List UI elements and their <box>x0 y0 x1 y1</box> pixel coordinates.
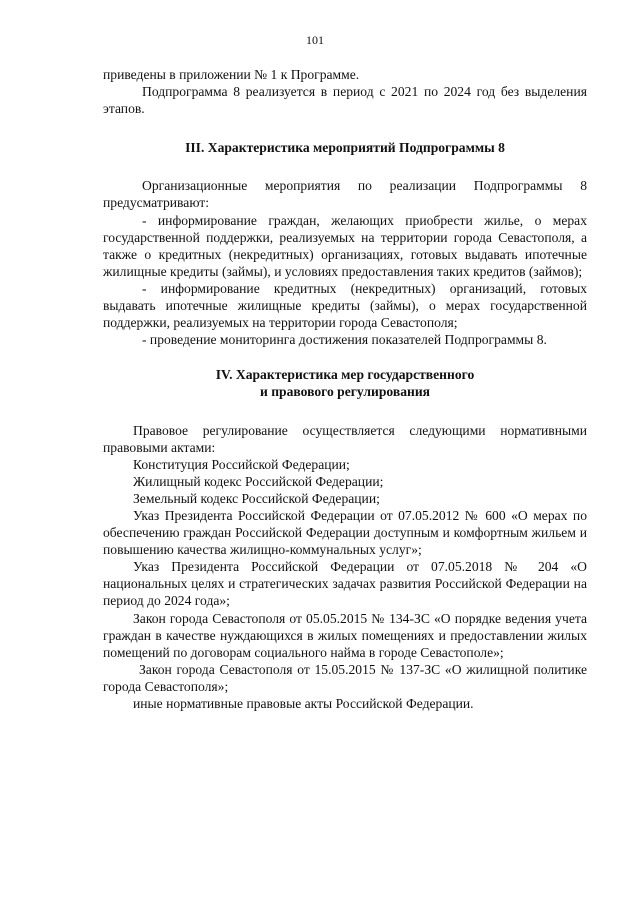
list-item: Жилищный кодекс Российской Федерации; <box>133 473 384 489</box>
section-heading: IV. Характеристика мер государственного <box>215 367 475 383</box>
list-item: иные нормативные правовые акты Российской Федерации. <box>133 696 474 711</box>
list-item: Закон города Севастополя от 05.05.2015 № 134-ЗС «О порядке ведения учета граждан в качестве нуждающихся в жилых помещениях и предоставлении жилых помещений по договорам социального найма в городе Севастополе»; <box>103 610 587 660</box>
document-body <box>103 66 587 712</box>
list-item: - информирование кредитных (некредитных) организаций, готовых выдавать ипотечные жилищные кредиты (займы), о мерах государственной поддержки, реализуемых на территории города Севастополя; <box>103 280 587 331</box>
section-heading: III. Характеристика мероприятий Подпрограммы 8 <box>185 140 505 156</box>
list-item: Конституция Российской Федерации; <box>133 456 350 472</box>
list-item: Указ Президента Российской Федерации от 07.05.2018 № 204 «О национальных целях и стратегических задачах развития Российской Федерации на период до 2024 года»; <box>103 559 587 609</box>
page-number: 101 <box>306 33 324 47</box>
paragraph: Правовое регулирование осуществляется следующими нормативными правовыми актами: <box>103 422 587 455</box>
list-item: Закон города Севастополя от 15.05.2015 № 137-ЗС «О жилищной политике города Севастополя»; <box>103 661 587 694</box>
list-item: Земельный кодекс Российской Федерации; <box>133 490 380 506</box>
section-heading: и правового регулирования <box>259 384 431 400</box>
list-item: - проведение мониторинга достижения показателей Подпрограммы 8. <box>142 332 547 348</box>
paragraph: Подпрограмма 8 реализуется в период с 2021 по 2024 год без выделения этапов. <box>103 84 587 117</box>
list-item: - информирование граждан, желающих приобрести жилье, о мерах государственной поддержки, реализуемых на территории города Севастополя, а также о кредитных (некредитных) организациях, готовых выдавать ипотечные жилищные кредиты (займы), и условиях предоставления таких кредитов (займов); <box>103 212 587 279</box>
paragraph: приведены в приложении № 1 к Программе. <box>103 67 360 82</box>
list-item: Указ Президента Российской Федерации от 07.05.2012 № 600 «О мерах по обеспечению граждан Российской Федерации доступным и комфортным жильем и повышению качества жилищно-коммунальных услуг»; <box>103 507 587 558</box>
paragraph: Организационные мероприятия по реализации Подпрограммы 8 предусматривают: <box>103 178 587 211</box>
